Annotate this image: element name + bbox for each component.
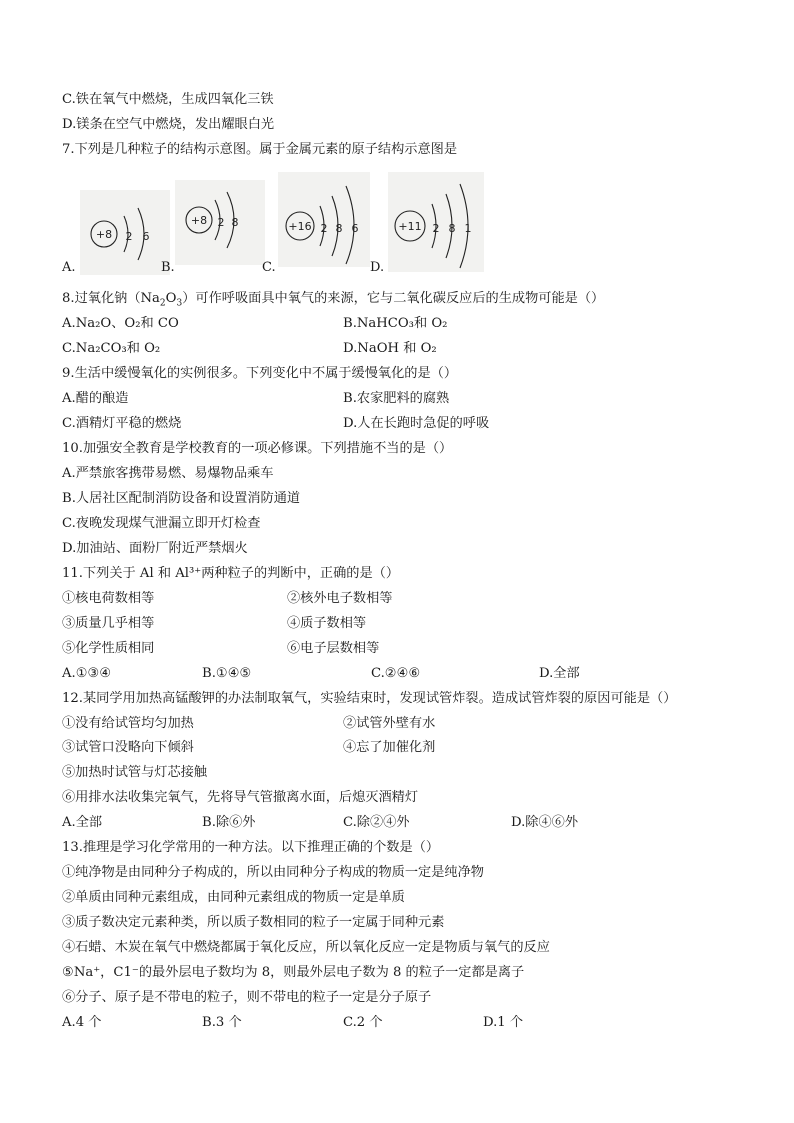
q6-option-d: D.镁条在空气中燃烧，发出耀眼白光 [62, 117, 275, 132]
q11-statement-3: ③质量几乎相等 [62, 616, 155, 631]
q10-option-a[interactable]: A.严禁旅客携带易燃、易爆物品乘车 [62, 466, 274, 481]
fig-label-a: A. [62, 260, 76, 275]
q13-option-a[interactable]: A.4 个 [62, 1015, 102, 1030]
electron-count: 2 [125, 230, 133, 243]
q10-stem: 10.加强安全教育是学校教育的一项必修课。下列措施不当的是（） [62, 441, 453, 456]
q8-option-c[interactable]: C.Na₂CO₃和 O₂ [62, 341, 161, 356]
fig-label-c: C. [262, 260, 276, 275]
atom-diagram-d[interactable] [388, 172, 484, 272]
q13-option-d[interactable]: D.1 个 [483, 1015, 524, 1030]
q8-option-a[interactable]: A.Na₂O、O₂和 CO [62, 316, 179, 331]
atom-diagram-c[interactable] [278, 172, 370, 267]
q7-stem: 7.下列是几种粒子的结构示意图。属于金属元素的原子结构示意图是 [62, 142, 458, 157]
nucleus-charge: +8 [95, 228, 113, 241]
q13-statement-3: ③质子数决定元素种类，所以质子数相同的粒子一定属于同种元素 [62, 915, 445, 930]
q11-statement-5: ⑤化学性质相同 [62, 641, 155, 656]
q10-option-d[interactable]: D.加油站、面粉厂附近严禁烟火 [62, 541, 248, 556]
electron-count: 8 [335, 222, 343, 235]
q11-option-c[interactable]: C.②④⑥ [371, 666, 421, 681]
q8-option-d[interactable]: D.NaOH 和 O₂ [343, 341, 437, 356]
q8-stem: 8.过氧化钠$(Na_2O_3)$可作呼吸面具中氧气的来源，它与二氧化碳反应后的生成物可能是（） [62, 291, 605, 309]
q13-statement-1: ①纯净物是由同种分子构成的，所以由同种分子构成的物质一定是纯净物 [62, 865, 484, 880]
q6-option-c: C.铁在氧气中燃烧，生成四氧化三铁 [62, 92, 274, 107]
q12-option-b[interactable]: B.除⑥外 [202, 815, 256, 830]
q12-option-d[interactable]: D.除④⑥外 [511, 815, 579, 830]
electron-count: 8 [231, 216, 239, 229]
q9-option-c[interactable]: C.酒精灯平稳的燃烧 [62, 416, 182, 431]
q12-statement-3: ③试管口没略向下倾斜 [62, 740, 194, 755]
q11-statement-4: ④质子数相等 [287, 616, 367, 631]
q10-option-b[interactable]: B.人居社区配制消防设备和设置消防通道 [62, 491, 301, 506]
electron-count: 2 [217, 216, 225, 229]
q13-option-c[interactable]: C.2 个 [343, 1015, 383, 1030]
q8-option-b[interactable]: B.NaHCO₃和 O₂ [343, 316, 448, 331]
q12-statement-4: ④忘了加催化剂 [343, 740, 436, 755]
q11-option-a[interactable]: A.①③④ [62, 666, 112, 681]
q9-option-d[interactable]: D.人在长跑时急促的呼吸 [343, 416, 490, 431]
q9-option-b[interactable]: B.农家肥料的腐熟 [343, 391, 450, 406]
electron-count: 6 [142, 230, 150, 243]
electron-count: 2 [320, 222, 328, 235]
nucleus-charge: +8 [190, 214, 208, 227]
q13-option-b[interactable]: B.3 个 [202, 1015, 242, 1030]
nucleus-charge: +11 [398, 220, 422, 233]
atom-diagram-b[interactable] [175, 180, 265, 265]
q13-statement-5: ⑤Na⁺，C1⁻的最外层电子数均为 8，则最外层电子数为 8 的粒子一定都是离子 [62, 965, 525, 980]
q13-statement-4: ④石蜡、木炭在氧气中燃烧都属于氧化反应，所以氧化反应一定是物质与氧气的反应 [62, 940, 550, 955]
q11-option-b[interactable]: B.①④⑤ [202, 666, 252, 681]
q12-stem: 12.某同学用加热高锰酸钾的办法制取氧气，实验结束时，发现试管炸裂。造成试管炸裂的原因可能是（） [62, 691, 677, 706]
electron-count: 2 [432, 222, 440, 235]
atom-diagram-a[interactable] [80, 190, 170, 275]
q13-statement-6: ⑥分子、原子是不带电的粒子，则不带电的粒子一定是分子原子 [62, 990, 432, 1005]
q12-statement-1: ①没有给试管均匀加热 [62, 716, 194, 731]
q13-stem: 13.推理是学习化学常用的一种方法。以下推理正确的个数是（） [62, 840, 440, 855]
q13-statement-2: ②单质由同种元素组成，由同种元素组成的物质一定是单质 [62, 890, 405, 905]
nucleus-charge: +16 [288, 220, 312, 233]
q11-statement-6: ⑥电子层数相等 [287, 641, 380, 656]
q9-option-a[interactable]: A.醋的酿造 [62, 391, 129, 406]
fig-label-b: B. [161, 260, 175, 275]
q12-statement-2: ②试管外壁有水 [343, 716, 436, 731]
q9-stem: 9.生活中缓慢氧化的实例很多。下列变化中不属于缓慢氧化的是（） [62, 366, 458, 381]
q11-statement-2: ②核外电子数相等 [287, 591, 393, 606]
q11-stem: 11.下列关于 Al 和 Al³⁺两种粒子的判断中，正确的是（） [62, 566, 400, 581]
fig-label-d: D. [370, 260, 385, 275]
q10-option-c[interactable]: C.夜晚发现煤气泄漏立即开灯检查 [62, 516, 261, 531]
q11-option-d[interactable]: D.全部 [539, 666, 580, 681]
electron-count: 8 [448, 222, 456, 235]
q12-statement-6: ⑥用排水法收集完氧气，先将导气管撤离水面，后熄灭酒精灯 [62, 790, 419, 805]
q12-option-c[interactable]: C.除②④外 [343, 815, 410, 830]
electron-count: 1 [464, 222, 472, 235]
q12-option-a[interactable]: A.全部 [62, 815, 103, 830]
q11-statement-1: ①核电荷数相等 [62, 591, 155, 606]
q12-statement-5: ⑤加热时试管与灯芯接触 [62, 765, 208, 780]
electron-count: 6 [351, 222, 359, 235]
